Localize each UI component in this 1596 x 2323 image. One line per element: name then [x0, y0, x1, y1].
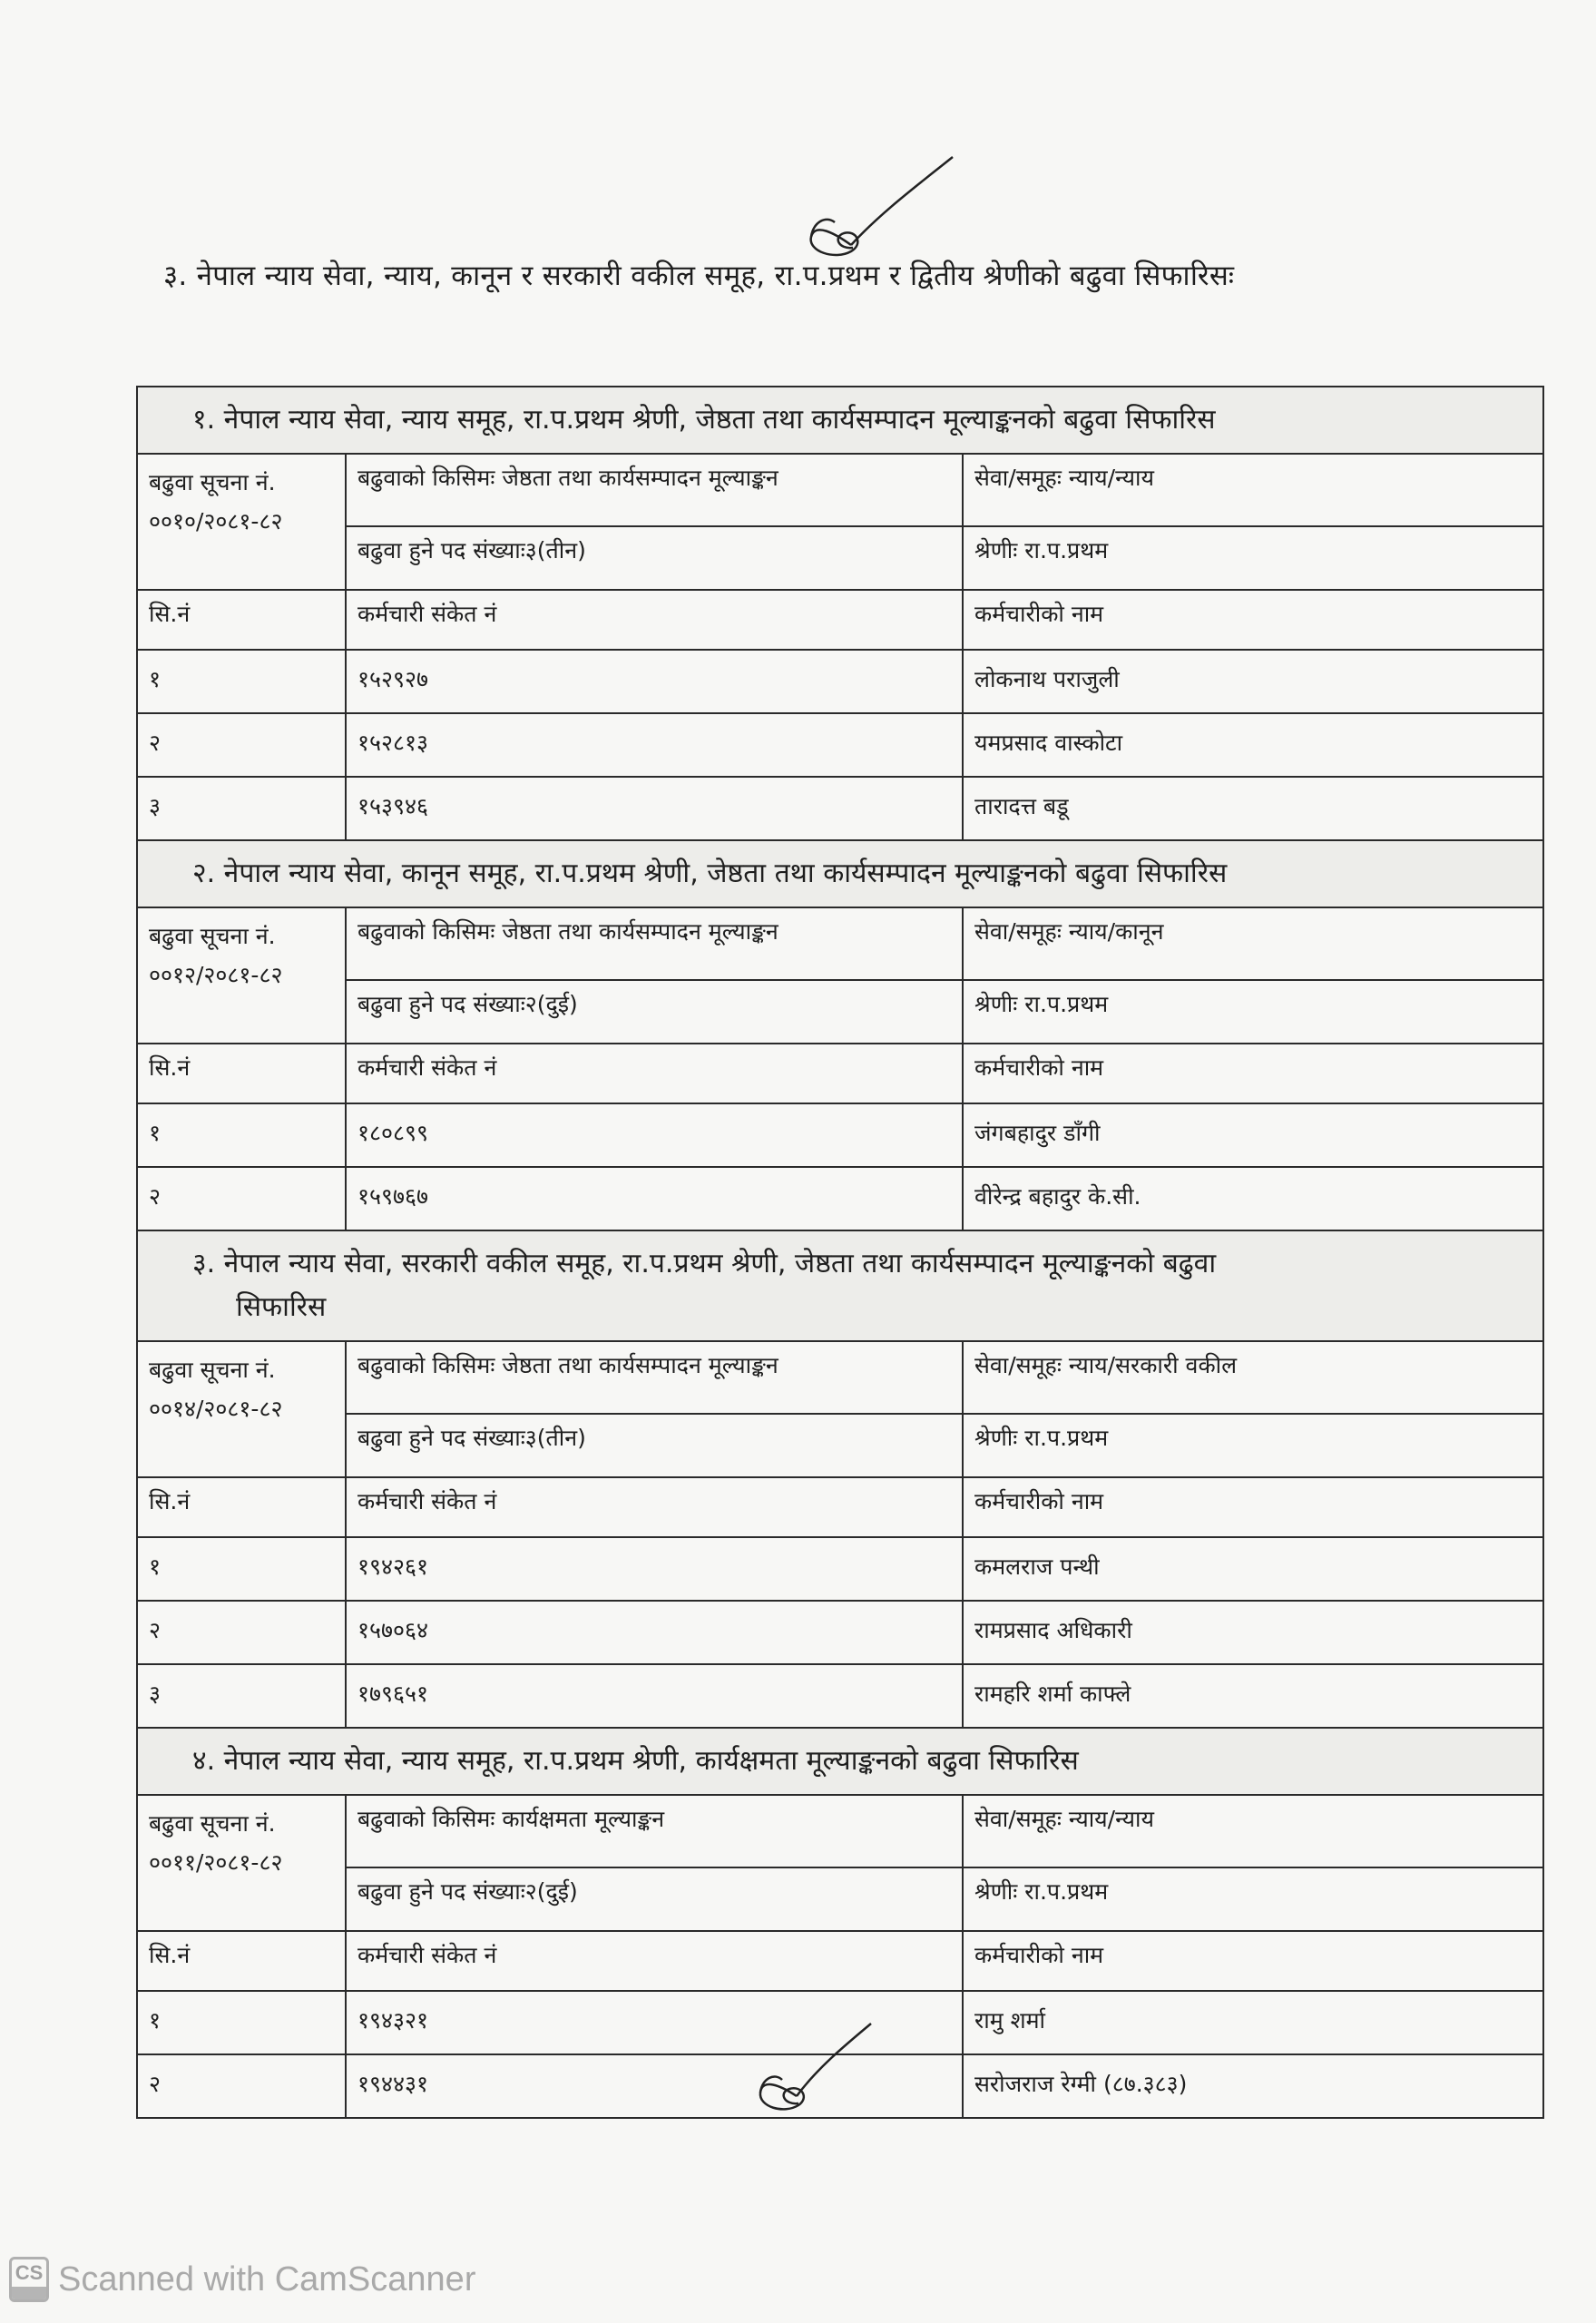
- notice-label: बढुवा सूचना नं.: [149, 469, 276, 495]
- employee-name: रामहरि शर्मा काफ्ले: [963, 1664, 1543, 1728]
- table-row: [137, 1167, 1543, 1230]
- class-level: श्रेणीः रा.प.प्रथम: [963, 526, 1543, 590]
- serial-number: २: [137, 713, 346, 777]
- table-row: [137, 1601, 1543, 1664]
- serial-number: १: [137, 1103, 346, 1167]
- promotion-type: बढुवाको किसिमः जेष्ठता तथा कार्यसम्पादन मूल्याङ्कन: [346, 454, 963, 526]
- employee-name: कमलराज पन्थी: [963, 1537, 1543, 1601]
- serial-number: १: [137, 650, 346, 713]
- column-header-name: कर्मचारीको नाम: [963, 590, 1543, 650]
- employee-code: १९४३२१: [346, 1991, 963, 2054]
- notice-number: ००११/२०८१-८२: [149, 1848, 283, 1876]
- column-header-name: कर्मचारीको नाम: [963, 1931, 1543, 1991]
- post-count: बढुवा हुने पद संख्याः३(तीन): [346, 526, 963, 590]
- column-header-row: [137, 1931, 1543, 1991]
- section-heading-text: ३. नेपाल न्याय सेवा, सरकारी वकील समूह, रा.प.प्रथम श्रेणी, जेष्ठता तथा कार्यसम्पादन मूल्याङ्कनको बढुवा: [192, 1248, 1217, 1279]
- promotion-type: बढुवाको किसिमः कार्यक्षमता मूल्याङ्कन: [346, 1795, 963, 1867]
- section-heading-row: [137, 1230, 1543, 1341]
- service-group: सेवा/समूहः न्याय/कानून: [963, 907, 1543, 980]
- post-count: बढुवा हुने पद संख्याः२(दुई): [346, 980, 963, 1044]
- meta-row: [137, 526, 1543, 590]
- watermark-text: Scanned with CamScanner: [58, 2259, 476, 2298]
- notice-number: ००१०/२०८१-८२: [149, 507, 283, 534]
- service-group: सेवा/समूहः न्याय/न्याय: [963, 454, 1543, 526]
- column-header-serial: सि.नं: [137, 590, 346, 650]
- section-heading-row: [137, 840, 1543, 907]
- document-title: ३. नेपाल न्याय सेवा, न्याय, कानून र सरकारी वकील समूह, रा.प.प्रथम र द्वितीय श्रेणीको बढुवा सिफारिसः: [163, 260, 1235, 292]
- notice-label: बढुवा सूचना नं.: [149, 923, 276, 949]
- class-level: श्रेणीः रा.प.प्रथम: [963, 980, 1543, 1044]
- notice-cell: [137, 907, 346, 1044]
- notice-label: बढुवा सूचना नं.: [149, 1810, 276, 1837]
- notice-label: बढुवा सूचना नं.: [149, 1357, 276, 1383]
- employee-code: १८०८९९: [346, 1103, 963, 1167]
- meta-row: [137, 1795, 1543, 1867]
- section-heading: [137, 840, 1543, 907]
- serial-number: १: [137, 1537, 346, 1601]
- column-header-code: कर्मचारी संकेत नं: [346, 1931, 963, 1991]
- promotion-table: [136, 386, 1544, 2119]
- table-row: [137, 1537, 1543, 1601]
- column-header-code: कर्मचारी संकेत नं: [346, 1477, 963, 1537]
- section-heading: [137, 387, 1543, 454]
- employee-code: १९४२६१: [346, 1537, 963, 1601]
- camscanner-watermark: [9, 2256, 475, 2303]
- employee-name: रामु शर्मा: [963, 1991, 1543, 2054]
- signature-bottom-icon: [726, 2014, 898, 2123]
- section-heading-text: २. नेपाल न्याय सेवा, कानून समूह, रा.प.प्रथम श्रेणी, जेष्ठता तथा कार्यसम्पादन मूल्याङ्कनको बढुवा सिफारिस: [192, 858, 1228, 889]
- column-header-row: [137, 590, 1543, 650]
- meta-row: [137, 1867, 1543, 1931]
- employee-code: १५२९२७: [346, 650, 963, 713]
- serial-number: ३: [137, 777, 346, 840]
- employee-code: १५९७६७: [346, 1167, 963, 1230]
- meta-row: [137, 1414, 1543, 1477]
- employee-code: १९४४३१: [346, 2054, 963, 2118]
- employee-name: वीरेन्द्र बहादुर के.सी.: [963, 1167, 1543, 1230]
- table-row: [137, 650, 1543, 713]
- serial-number: २: [137, 1167, 346, 1230]
- section-heading-continuation: सिफारिस: [236, 1291, 327, 1323]
- service-group: सेवा/समूहः न्याय/न्याय: [963, 1795, 1543, 1867]
- notice-cell: [137, 1341, 346, 1477]
- table-row: [137, 777, 1543, 840]
- notice-cell: [137, 454, 346, 590]
- promotion-type: बढुवाको किसिमः जेष्ठता तथा कार्यसम्पादन मूल्याङ्कन: [346, 1341, 963, 1414]
- section-heading-row: [137, 1728, 1543, 1795]
- service-group: सेवा/समूहः न्याय/सरकारी वकील: [963, 1341, 1543, 1414]
- employee-name: लोकनाथ पराजुली: [963, 650, 1543, 713]
- section-heading-text: ४. नेपाल न्याय सेवा, न्याय समूह, रा.प.प्रथम श्रेणी, कार्यक्षमता मूल्याङ्कनको बढुवा सिफारिस: [192, 1745, 1079, 1777]
- signature-top-icon: [780, 150, 962, 268]
- employee-name: रामप्रसाद अधिकारी: [963, 1601, 1543, 1664]
- meta-row: [137, 980, 1543, 1044]
- column-header-code: कर्मचारी संकेत नं: [346, 1044, 963, 1103]
- serial-number: २: [137, 1601, 346, 1664]
- column-header-row: [137, 1477, 1543, 1537]
- notice-cell: [137, 1795, 346, 1931]
- employee-code: १५३९४६: [346, 777, 963, 840]
- table-row: [137, 713, 1543, 777]
- section-heading-text: १. नेपाल न्याय सेवा, न्याय समूह, रा.प.प्रथम श्रेणी, जेष्ठता तथा कार्यसम्पादन मूल्याङ्कनको बढुवा सिफारिस: [192, 404, 1216, 436]
- column-header-name: कर्मचारीको नाम: [963, 1044, 1543, 1103]
- column-header-code: कर्मचारी संकेत नं: [346, 590, 963, 650]
- post-count: बढुवा हुने पद संख्याः३(तीन): [346, 1414, 963, 1477]
- section-heading: [137, 1728, 1543, 1795]
- camscanner-logo-icon: CS: [9, 2257, 49, 2302]
- column-header-serial: सि.नं: [137, 1931, 346, 1991]
- table-row: [137, 1103, 1543, 1167]
- serial-number: ३: [137, 1664, 346, 1728]
- section-heading: [137, 1230, 1543, 1341]
- table-row: [137, 1664, 1543, 1728]
- employee-name: सरोजराज रेग्मी (८७.३८३): [963, 2054, 1543, 2118]
- section-heading-row: [137, 387, 1543, 454]
- employee-code: १५७०६४: [346, 1601, 963, 1664]
- meta-row: [137, 454, 1543, 526]
- post-count: बढुवा हुने पद संख्याः२(दुई): [346, 1867, 963, 1931]
- class-level: श्रेणीः रा.प.प्रथम: [963, 1414, 1543, 1477]
- employee-name: तारादत्त बडू: [963, 777, 1543, 840]
- meta-row: [137, 907, 1543, 980]
- notice-number: ००१२/२०८१-८२: [149, 961, 283, 988]
- serial-number: २: [137, 2054, 346, 2118]
- column-header-row: [137, 1044, 1543, 1103]
- serial-number: १: [137, 1991, 346, 2054]
- notice-number: ००१४/२०८१-८२: [149, 1395, 283, 1422]
- meta-row: [137, 1341, 1543, 1414]
- employee-name: जंगबहादुर डाँगी: [963, 1103, 1543, 1167]
- promotion-type: बढुवाको किसिमः जेष्ठता तथा कार्यसम्पादन मूल्याङ्कन: [346, 907, 963, 980]
- employee-name: यमप्रसाद वास्कोटा: [963, 713, 1543, 777]
- column-header-name: कर्मचारीको नाम: [963, 1477, 1543, 1537]
- column-header-serial: सि.नं: [137, 1477, 346, 1537]
- employee-code: १५२८१३: [346, 713, 963, 777]
- class-level: श्रेणीः रा.प.प्रथम: [963, 1867, 1543, 1931]
- column-header-serial: सि.नं: [137, 1044, 346, 1103]
- employee-code: १७९६५१: [346, 1664, 963, 1728]
